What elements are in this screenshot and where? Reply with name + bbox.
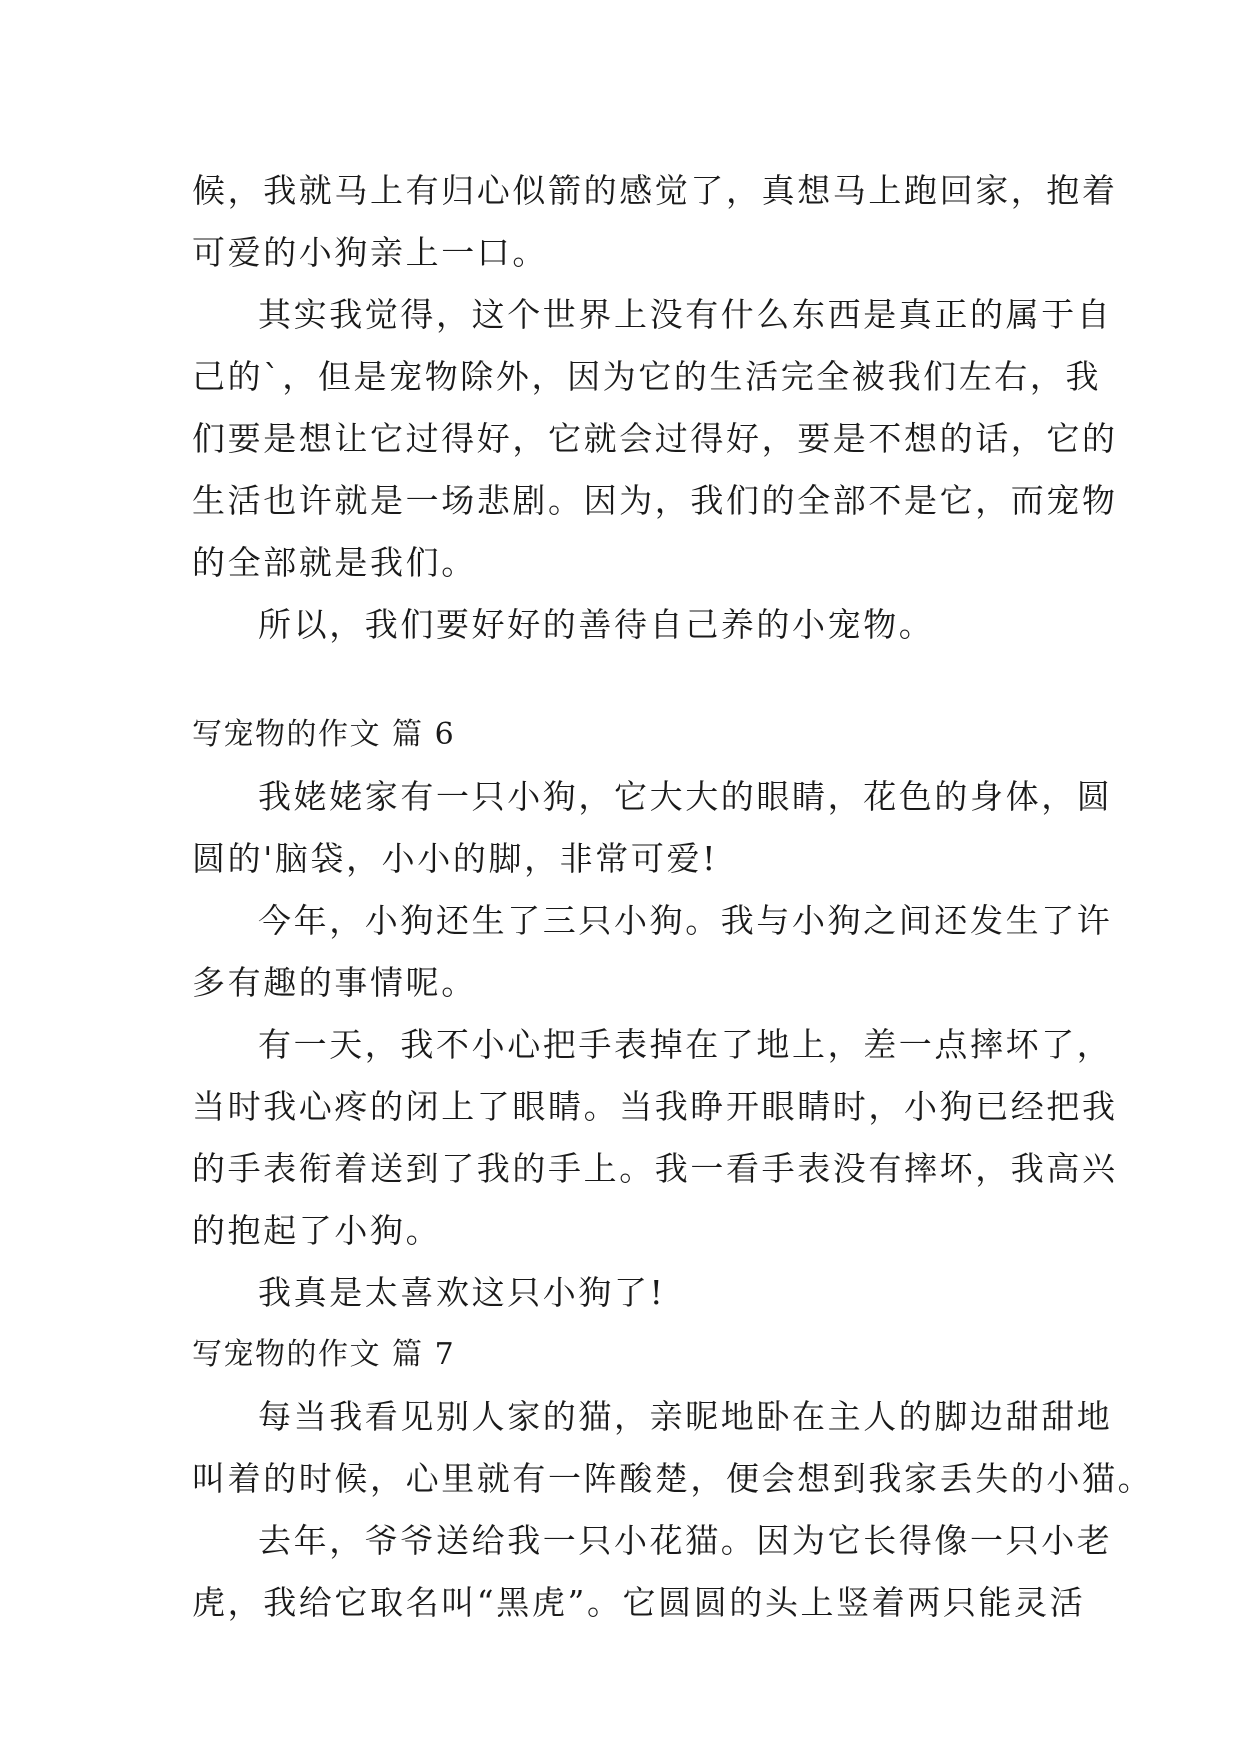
- paragraph: [192, 766, 1113, 890]
- text-line: 有一天，我不小心把手表掉在了地上，差一点摔坏了，: [258, 1025, 1113, 1064]
- text-line: 圆的'脑袋，小小的脚，非常可爱!: [192, 839, 718, 878]
- text-line: 的手表衔着送到了我的手上。我一看手表没有摔坏，我高兴: [192, 1149, 1118, 1188]
- text-line: 我姥姥家有一只小狗，它大大的眼睛，花色的身体，圆: [258, 777, 1113, 816]
- text-line: 候，我就马上有归心似箭的感觉了，真想马上跑回家，抱着: [192, 171, 1118, 210]
- text-line: 多有趣的事情呢。: [192, 963, 477, 1002]
- paragraph: [192, 1014, 1118, 1262]
- paragraph: [192, 1386, 1154, 1510]
- section-gap: [192, 656, 1052, 704]
- text-line: 今年，小狗还生了三只小狗。我与小狗之间还发生了许: [258, 901, 1113, 940]
- paragraph: [192, 1510, 1113, 1634]
- paragraph: [192, 890, 1113, 1014]
- text-line: 当时我心疼的闭上了眼睛。当我睁开眼睛时，小狗已经把我: [192, 1087, 1118, 1126]
- paragraph: [192, 594, 1052, 656]
- document-page: [192, 160, 1154, 1634]
- text-line: 我真是太喜欢这只小狗了!: [258, 1273, 666, 1312]
- paragraph: [192, 160, 1118, 284]
- text-line: 虎，我给它取名叫“黑虎”。它圆圆的头上竖着两只能灵活: [192, 1583, 1086, 1622]
- text-line: 的全部就是我们。: [192, 543, 477, 582]
- text-line: 叫着的时候，心里就有一阵酸楚，便会想到我家丢失的小猫。: [192, 1459, 1154, 1498]
- text-line: 可爱的小狗亲上一口。: [192, 233, 548, 272]
- text-line: 其实我觉得，这个世界上没有什么东西是真正的属于自: [258, 295, 1113, 334]
- text-line: 生活也许就是一场悲剧。因为，我们的全部不是它，而宠物: [192, 481, 1118, 520]
- paragraph: [192, 284, 1118, 594]
- paragraph: [192, 1262, 1052, 1324]
- text-line: 己的`，但是宠物除外，因为它的生活完全被我们左右，我: [192, 357, 1102, 396]
- text-line: 的抱起了小狗。: [192, 1211, 442, 1250]
- text-line: 去年，爷爷送给我一只小花猫。因为它长得像一只小老: [258, 1521, 1113, 1560]
- text-line: 所以，我们要好好的善待自己养的小宠物。: [258, 605, 935, 644]
- text-line: 们要是想让它过得好，它就会过得好，要是不想的话，它的: [192, 419, 1118, 458]
- section-heading: 写宠物的作文 篇 6: [192, 717, 456, 752]
- text-line: 每当我看见别人家的猫，亲昵地卧在主人的脚边甜甜地: [258, 1397, 1113, 1436]
- section-heading: 写宠物的作文 篇 7: [192, 1337, 456, 1372]
